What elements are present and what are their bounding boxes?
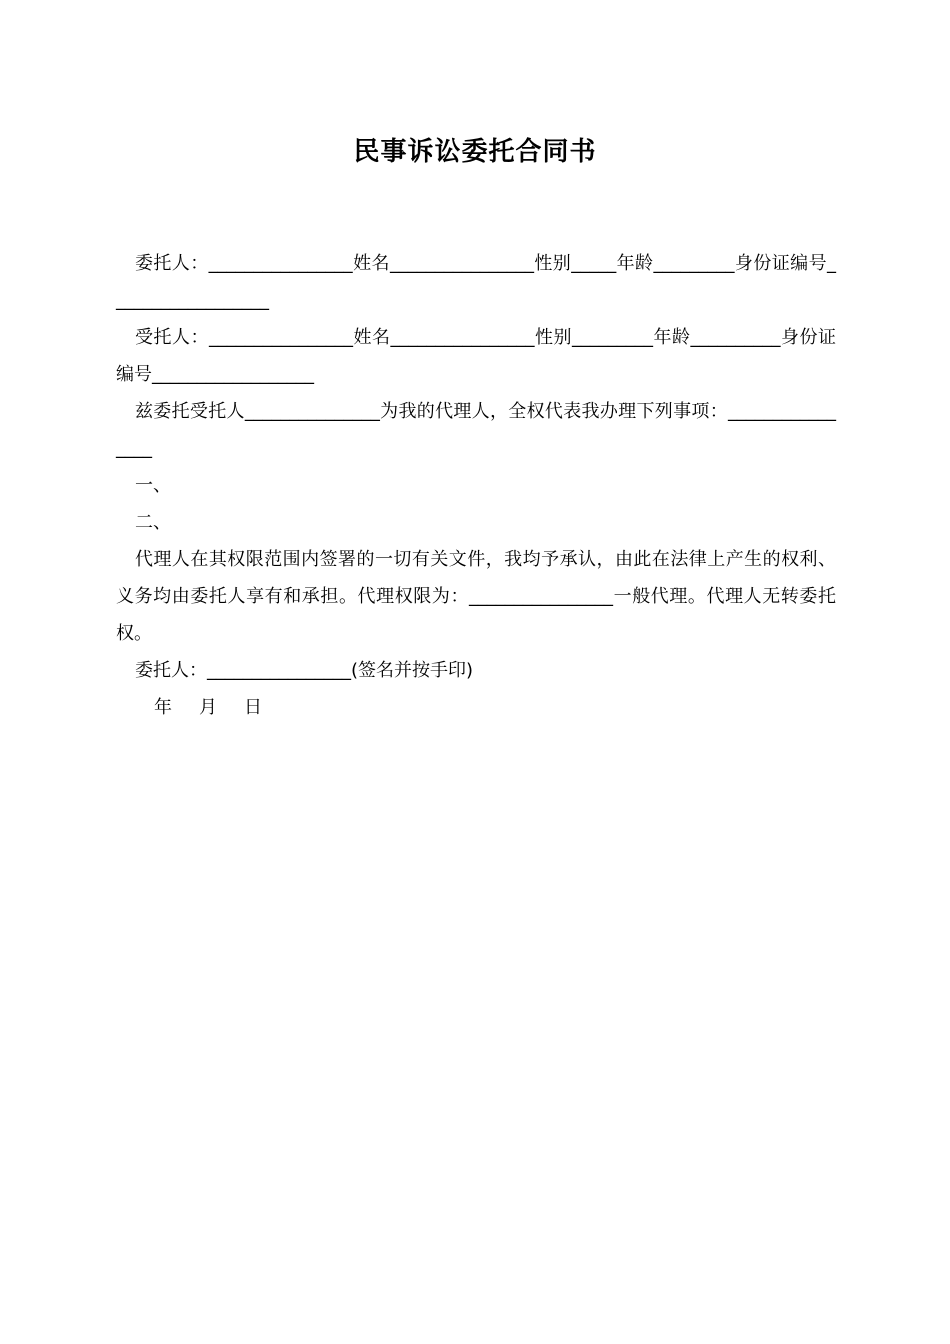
entrustment-paragraph: 兹委托受托人_______________为我的代理人，全权代表我办理下列事项：________________ xyxy=(116,401,836,459)
item-one: 一、 xyxy=(135,475,171,496)
signature-line: 委托人：________________(签名并按手印) xyxy=(135,660,474,681)
acknowledgement-paragraph: 代理人在其权限范围内签署的一切有关文件，我均予承认，由此在法律上产生的权利、义务均由委托人享有和承担。代理权限为：________________一般代理。代理人无转委托权。 xyxy=(116,549,836,644)
date-line xyxy=(116,689,836,726)
date-month-label: 月 xyxy=(199,697,217,718)
date-day-label: 日 xyxy=(244,697,262,718)
document-title: 民事诉讼委托合同书 xyxy=(353,137,597,167)
date-year-label: 年 xyxy=(154,697,172,718)
principal-info-paragraph: 委托人：________________姓名________________性别_____年龄_________身份证编号__________________ xyxy=(116,253,836,311)
document-body xyxy=(116,245,836,726)
item-two: 二、 xyxy=(135,512,171,533)
agent-info-paragraph: 受托人：________________姓名________________性别_________年龄__________身份证编号__________________ xyxy=(116,327,836,385)
